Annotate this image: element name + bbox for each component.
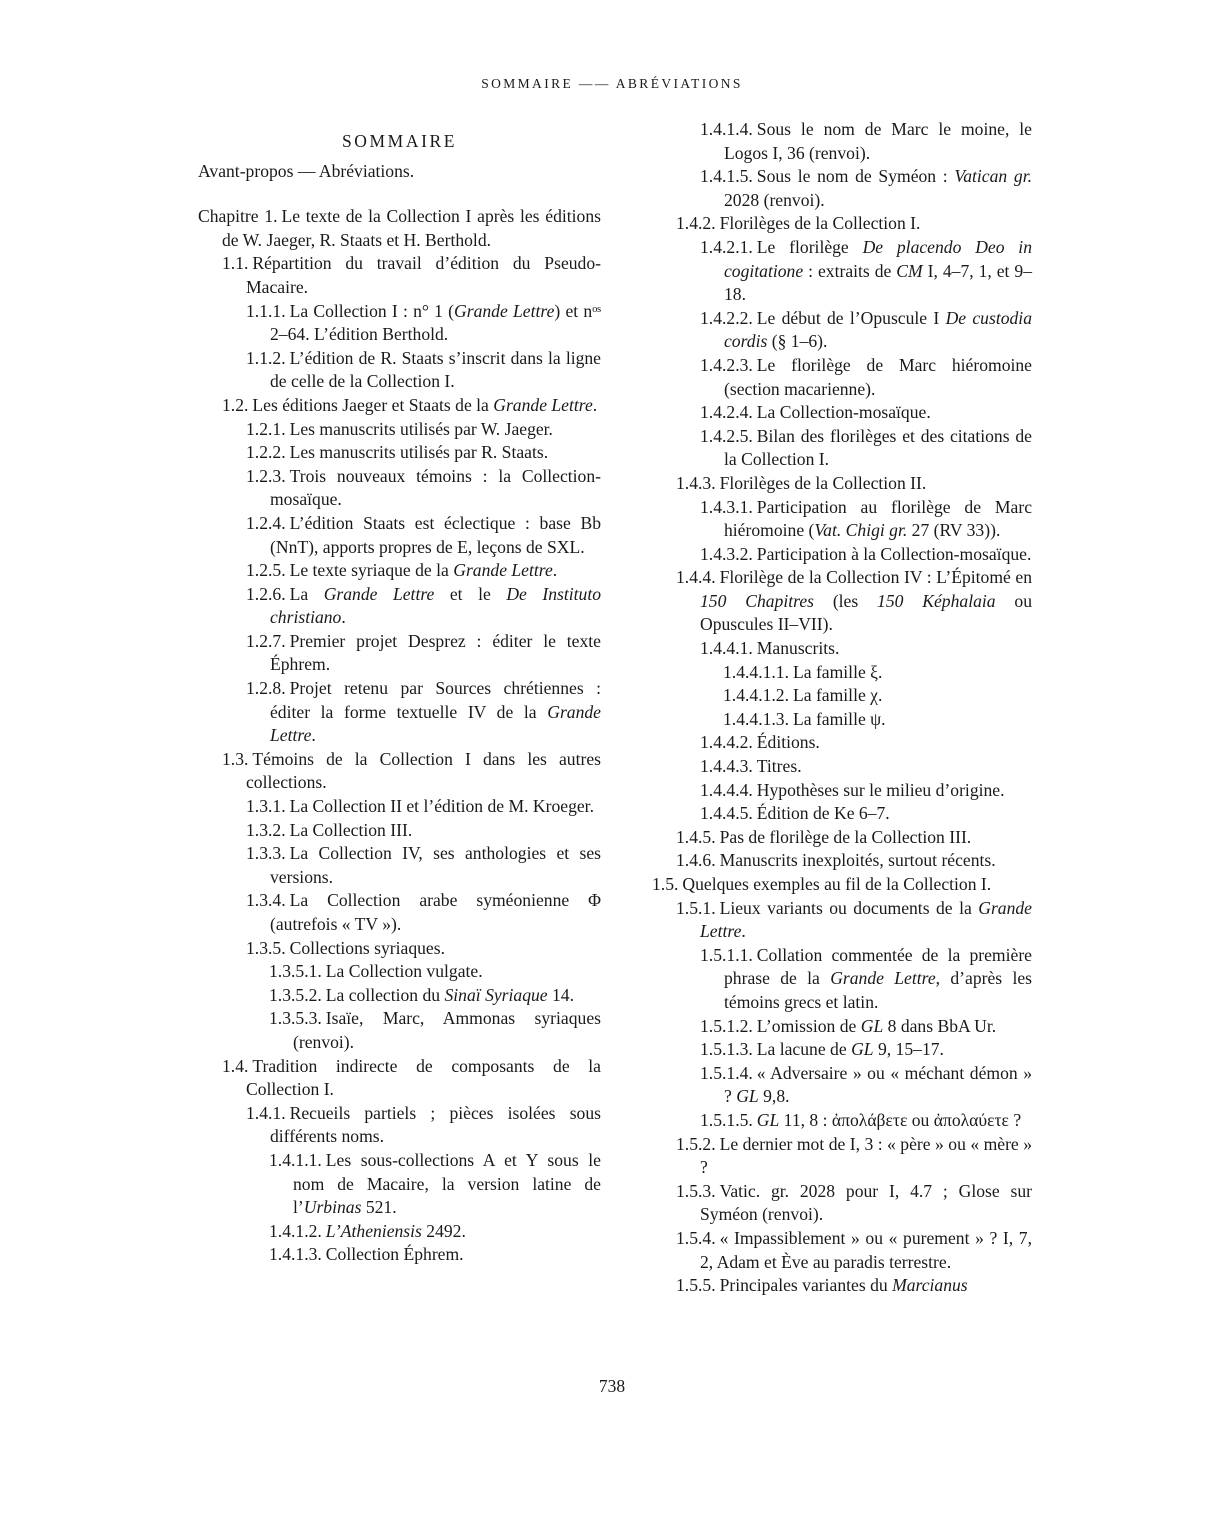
toc-entry-text: Pas de florilège de la Collection III. — [719, 826, 972, 847]
toc-entry-text: Tradition indirecte de composants de la Collection I. — [246, 1055, 601, 1100]
toc-entry-number: 1.2.5. — [246, 560, 286, 581]
toc-entry-number: 1.5.5. — [676, 1275, 716, 1296]
toc-entry-number: 1.4.3.1. — [700, 496, 753, 517]
toc-entry — [198, 819, 601, 843]
toc-entry — [652, 802, 1032, 826]
toc-entry-text: L’édition de R. Staats s’inscrit dans la ligne de celle de la Collection I. — [270, 347, 601, 392]
toc-entry — [652, 944, 1032, 1015]
toc-entry-text: La Collection vulgate. — [325, 961, 483, 982]
toc-entry — [652, 873, 1032, 897]
toc-entry-text: 14. — [547, 984, 574, 1005]
toc-entry-text: 8 dans BbA Ur. — [883, 1015, 997, 1036]
toc-entry-text: Sous le nom de Syméon : — [756, 166, 955, 187]
toc-entry — [652, 566, 1032, 637]
toc-entry-text: Le texte de la Collection I après les éditions de W. Jaeger, R. Staats et H. Berthold. — [222, 206, 601, 250]
toc-entry — [198, 842, 601, 889]
toc-entry-text: La Collection I : n° 1 ( — [289, 300, 455, 321]
toc-entry — [198, 418, 601, 442]
toc-entry-number: 1.4.1. — [246, 1102, 286, 1123]
toc-entry — [198, 630, 601, 677]
toc-entry-text: La Collection-mosaïque. — [756, 402, 931, 423]
toc-entry-text: La famille χ. — [792, 685, 883, 706]
toc-entry-number: 1.3.2. — [246, 819, 286, 840]
toc-entry-italic: Marcianus — [892, 1275, 968, 1296]
toc-entry-number: 1.5. — [652, 874, 679, 894]
toc-entry — [198, 559, 601, 583]
toc-entry — [198, 984, 601, 1008]
toc-entry-italic: GL — [736, 1086, 759, 1107]
toc-entry-text: Collection Éphrem. — [325, 1244, 464, 1265]
toc-entry-text: Le dernier mot de I, 3 : « père » ou « mère » ? — [700, 1133, 1032, 1178]
toc-entry — [198, 252, 601, 299]
toc-entry-number: 1.4.2.2. — [700, 307, 753, 328]
toc-entry-text: Le florilège de Marc hiéromoine (section macarienne). — [724, 354, 1032, 399]
toc-entry-number: 1.4.4. — [676, 567, 716, 588]
toc-entry — [652, 472, 1032, 496]
toc-entry-text: Recueils partiels ; pièces isolées sous différents noms. — [270, 1102, 601, 1147]
toc-entry-text: . — [552, 560, 558, 581]
toc-entry-text: La Collection III. — [289, 819, 413, 840]
toc-list-right — [652, 118, 1032, 1298]
toc-entry-text: . — [741, 921, 746, 942]
toc-entry-text: L’omission de — [756, 1015, 861, 1036]
toc-entry — [652, 236, 1032, 307]
toc-entry-number: 1.3.5.3. — [269, 1008, 322, 1029]
toc-entry-text: Le début de l’Opuscule I — [756, 307, 946, 328]
toc-column-left — [198, 118, 601, 1267]
toc-entry-text: Quelques exemples au fil de la Collection I. — [682, 874, 992, 894]
toc-entry — [198, 512, 601, 559]
toc-entry — [198, 1149, 601, 1220]
toc-entry-text: ) et nᵒˢ 2–64. L’édition Berthold. — [270, 300, 601, 345]
toc-entry-text: Les manuscrits utilisés par R. Staats. — [289, 442, 549, 463]
toc-entry-number: 1.4.1.1. — [269, 1149, 322, 1170]
toc-entry-text: Manuscrits. — [756, 638, 840, 659]
toc-entry-italic: GL — [851, 1039, 874, 1060]
toc-entry — [652, 637, 1032, 661]
toc-entry — [652, 1015, 1032, 1039]
toc-entry-text: Hypothèses sur le milieu d’origine. — [756, 779, 1005, 800]
toc-entry-text: Sous le nom de Marc le moine, le Logos I, 36 (renvoi). — [724, 119, 1032, 163]
toc-entry-number: 1.4.4.1. — [700, 638, 753, 659]
toc-entry — [652, 118, 1032, 165]
toc-entry-text: Lieux variants ou documents de la — [719, 897, 979, 918]
toc-entry-text: Répartition du travail d’édition du Pseudo-Macaire. — [246, 253, 601, 297]
toc-entry — [652, 212, 1032, 236]
toc-entry — [652, 1274, 1032, 1298]
toc-entry-number: 1.4.4.2. — [700, 732, 753, 753]
toc-entry-text: et le — [434, 583, 507, 604]
toc-entry — [198, 937, 601, 961]
toc-entry-number: 1.1. — [222, 253, 249, 274]
toc-entry-number: 1.3.1. — [246, 796, 286, 817]
toc-entry-number: 1.2.3. — [246, 465, 286, 486]
toc-entry-number: 1.4.1.4. — [700, 119, 753, 139]
toc-entry-text: Le florilège — [756, 236, 863, 257]
toc-entry-number: 1.2.2. — [246, 442, 286, 463]
toc-entry — [198, 1007, 601, 1054]
toc-entry-text: La famille ψ. — [792, 708, 886, 729]
toc-entry-number: 1.4.5. — [676, 826, 716, 847]
toc-entry — [198, 795, 601, 819]
toc-entry — [652, 826, 1032, 850]
toc-entry — [652, 708, 1032, 732]
toc-entry-italic: De custodia cordis — [724, 307, 1032, 352]
toc-entry-text: La lacune de — [756, 1039, 852, 1060]
toc-entry-text: La collection du — [325, 984, 445, 1005]
toc-entry-number: 1.3.5.1. — [269, 961, 322, 982]
toc-entry-italic: Grande Lettre — [453, 560, 553, 581]
toc-entry-number: 1.3.5. — [246, 937, 286, 958]
toc-entry-number: 1.4.3. — [676, 472, 716, 493]
toc-entry-text: Manuscrits inexploités, surtout récents. — [719, 850, 996, 871]
toc-entry-text: . — [341, 607, 346, 628]
toc-entry-italic: Grande Lettre — [454, 300, 555, 321]
toc-entry-text: . — [311, 725, 316, 746]
toc-entry-text: Éditions. — [756, 732, 820, 753]
toc-column-right — [652, 118, 1032, 1298]
toc-entry-italic: L’Atheniensis — [325, 1220, 422, 1241]
toc-entry — [198, 1102, 601, 1149]
toc-entry-text: Témoins de la Collection I dans les autres collections. — [246, 748, 601, 793]
toc-entry-italic: CM — [896, 260, 923, 281]
sommaire-title: SOMMAIRE — [341, 131, 458, 151]
toc-entry — [652, 354, 1032, 401]
toc-entry-text: 2028 (renvoi). — [724, 189, 825, 210]
toc-entry-number: 1.4.1.2. — [269, 1220, 322, 1241]
toc-entry — [198, 748, 601, 795]
toc-entry — [652, 684, 1032, 708]
toc-entry-number: 1.3.4. — [246, 890, 286, 911]
toc-entry-text: Florilèges de la Collection I. — [719, 213, 921, 234]
toc-entry-number: 1.4.4.3. — [700, 756, 753, 777]
toc-entry-text: 521. — [361, 1197, 397, 1218]
toc-entry — [652, 1133, 1032, 1180]
toc-entry-italic: Urbinas — [303, 1197, 362, 1218]
toc-entry-number: 1.4.2. — [676, 213, 716, 234]
toc-entry — [198, 1243, 601, 1267]
toc-entry-text: Le texte syriaque de la — [289, 560, 454, 581]
toc-entry-italic: Vatican gr. — [954, 166, 1032, 187]
toc-entry — [652, 401, 1032, 425]
toc-entry-number: 1.4.1.3. — [269, 1244, 322, 1265]
toc-entry-number: 1.1.1. — [246, 300, 286, 321]
toc-entry-italic: Vat. Chigi gr. — [814, 520, 908, 541]
toc-entry — [652, 496, 1032, 543]
toc-entry-text: Collation commentée de la première phrase de la — [724, 944, 1032, 989]
toc-entry-number: 1.4.2.5. — [700, 425, 753, 446]
toc-entry-text: Les sous-collections A et Y sous le nom de Macaire, la version latine de l’ — [293, 1149, 601, 1218]
toc-entry-number: 1.5.1.2. — [700, 1015, 753, 1036]
toc-entry — [652, 1180, 1032, 1227]
toc-entry-text: Titres. — [756, 756, 802, 777]
toc-entry-text: Participation au florilège de Marc hiéromoine ( — [724, 496, 1032, 541]
toc-entry — [198, 889, 601, 936]
toc-entry-number: 1.3.5.2. — [269, 984, 322, 1005]
toc-entry-number: Chapitre 1. — [198, 206, 278, 227]
toc-entry-text: La — [289, 583, 324, 604]
toc-entry-text: La Collection IV, ses anthologies et ses versions. — [270, 843, 601, 887]
toc-entry-italic: De placendo Deo in cogitatione — [724, 236, 1032, 281]
toc-entry-text: Projet retenu par Sources chrétiennes : éditer la forme textuelle IV de la — [270, 678, 601, 722]
toc-entry — [198, 960, 601, 984]
toc-entry — [652, 661, 1032, 685]
toc-entry-number: 1.4.2.1. — [700, 236, 753, 257]
toc-entry — [198, 300, 601, 347]
toc-entry-text: ou Opuscules II–VII). — [700, 590, 1033, 635]
toc-entry-number: 1.4.4.1.2. — [723, 685, 789, 706]
toc-entry-text: Florilège de la Collection IV : L’Épitomé en — [719, 567, 1032, 588]
toc-entry — [652, 307, 1032, 354]
toc-entry-number: 1.2.6. — [246, 583, 286, 604]
toc-entry — [198, 1055, 601, 1102]
toc-entry-italic: Grande Lettre — [323, 583, 435, 604]
toc-entry-text: Édition de Ke 6–7. — [756, 803, 890, 824]
toc-entry-text: La Collection II et l’édition de M. Kroeger. — [289, 796, 594, 817]
toc-entry — [198, 583, 601, 630]
toc-entry-text: 27 (RV 33)). — [907, 520, 1001, 541]
toc-entry-text: Les éditions Jaeger et Staats de la — [252, 394, 494, 415]
toc-entry-text: Florilèges de la Collection II. — [719, 472, 927, 493]
toc-entry-text: 2492. — [421, 1220, 466, 1241]
toc-entry-italic: Sinaï Syriaque — [444, 984, 548, 1005]
toc-entry-italic: GL — [860, 1015, 884, 1036]
toc-entry-number: 1.5.1.1. — [700, 944, 753, 965]
toc-entry-text: (§ 1–6). — [767, 331, 828, 352]
toc-entry-text: Principales variantes du — [719, 1275, 893, 1296]
toc-entry-text: La famille ξ. — [792, 661, 883, 682]
toc-entry — [652, 1109, 1032, 1133]
toc-list-left — [198, 205, 601, 1267]
toc-entry-number: 1.2.8. — [246, 678, 286, 699]
toc-entry-text: Les manuscrits utilisés par W. Jaeger. — [289, 418, 553, 439]
toc-entry-number: 1.4.6. — [676, 850, 716, 871]
toc-entry-number: 1.4.4.1.1. — [723, 661, 789, 682]
toc-entry-text: Premier projet Desprez : éditer le texte Éphrem. — [270, 630, 601, 675]
toc-entry — [652, 1038, 1032, 1062]
toc-entry-text: Participation à la Collection-mosaïque. — [756, 543, 1032, 564]
toc-entry — [652, 425, 1032, 472]
toc-entry-text: Trois nouveaux témoins : la Collection-mosaïque. — [270, 465, 601, 510]
toc-entry-text: « Adversaire » ou « méchant démon » ? — [724, 1062, 1032, 1107]
toc-entry — [198, 347, 601, 394]
toc-entry-text: I, 4–7, 1, et 9–18. — [724, 260, 1033, 305]
running-head: SOMMAIRE —— ABRÉVIATIONS — [481, 76, 743, 91]
toc-entry-number: 1.5.1.5. — [700, 1109, 753, 1130]
toc-entry — [652, 779, 1032, 803]
toc-entry-text: : extraits de — [803, 260, 897, 281]
toc-entry-number: 1.4.4.5. — [700, 803, 753, 824]
toc-entry — [198, 677, 601, 748]
toc-entry — [652, 1227, 1032, 1274]
toc-entry — [652, 165, 1032, 212]
toc-entry-text: 11, 8 : ἀπολάβετε ou ἀπολαύετε ? — [779, 1109, 1022, 1130]
toc-entry-text: « Impassiblement » ou « purement » ? I, 7, 2, Adam et Ève au paradis terrestre. — [700, 1227, 1032, 1272]
front-matter-entry: Avant-propos — Abréviations. — [198, 160, 415, 181]
toc-entry-italic: Grande Lettre — [830, 968, 936, 989]
toc-entry — [198, 441, 601, 465]
toc-entry-italic: GL — [756, 1109, 780, 1130]
page-number: 738 — [598, 1376, 626, 1396]
toc-entry-text: (les — [813, 590, 878, 611]
toc-entry-text: . — [592, 394, 598, 415]
toc-entry-number: 1.2.7. — [246, 630, 286, 651]
toc-entry-number: 1.2.1. — [246, 418, 286, 439]
toc-entry-text: 9,8. — [758, 1086, 790, 1107]
toc-entry-number: 1.3. — [222, 748, 249, 769]
toc-entry — [652, 755, 1032, 779]
toc-entry-text: La Collection arabe syméonienne Φ (autrefois « TV »). — [270, 890, 601, 934]
toc-entry-number: 1.4.3.2. — [700, 543, 753, 564]
toc-entry-italic: De Instituto christiano — [270, 583, 601, 628]
toc-entry-number: 1.4.4.1.3. — [723, 708, 789, 729]
toc-entry — [652, 731, 1032, 755]
toc-entry-text: Vatic. gr. 2028 pour I, 4.7 ; Glose sur Syméon (renvoi). — [700, 1180, 1032, 1225]
toc-entry-text: Bilan des florilèges et des citations de la Collection I. — [724, 425, 1032, 470]
toc-entry-text: 9, 15–17. — [873, 1039, 944, 1060]
toc-entry — [198, 1220, 601, 1244]
toc-entry-text: Isaïe, Marc, Ammonas syriaques (renvoi). — [293, 1008, 601, 1052]
toc-entry-number: 1.4. — [222, 1055, 249, 1076]
toc-entry — [652, 897, 1032, 944]
toc-entry-number: 1.5.4. — [676, 1227, 716, 1248]
toc-entry-italic: Grande Lettre — [270, 701, 601, 746]
toc-entry — [652, 1062, 1032, 1109]
toc-entry-number: 1.2. — [222, 394, 249, 415]
toc-entry-italic: Grande Lettre — [493, 394, 593, 415]
toc-entry-italic: 150 Chapitres — [700, 590, 814, 611]
toc-entry-number: 1.4.1.5. — [700, 166, 753, 187]
toc-entry-number: 1.4.4.4. — [700, 779, 753, 800]
toc-entry — [198, 394, 601, 418]
toc-entry — [198, 465, 601, 512]
toc-entry — [652, 849, 1032, 873]
toc-entry-number: 1.1.2. — [246, 347, 286, 368]
toc-entry-italic: Grande Lettre — [700, 897, 1032, 942]
toc-entry — [198, 205, 601, 252]
toc-entry-number: 1.4.2.4. — [700, 402, 753, 423]
toc-entry-number: 1.5.2. — [676, 1133, 716, 1154]
toc-entry-number: 1.2.4. — [246, 512, 286, 533]
toc-entry-number: 1.5.1.3. — [700, 1039, 753, 1060]
toc-entry-italic: 150 Képhalaia — [877, 590, 996, 611]
toc-entry-text: L’édition Staats est éclectique : base Bb (NnT), apports propres de E, leçons de SXL. — [270, 512, 601, 557]
toc-entry-number: 1.5.1. — [676, 897, 716, 918]
toc-entry — [652, 543, 1032, 567]
toc-entry-number: 1.3.3. — [246, 843, 286, 864]
toc-entry-text: Collections syriaques. — [289, 937, 445, 958]
toc-entry-text: , d’après les témoins grecs et latin. — [724, 968, 1032, 1012]
toc-entry-number: 1.5.3. — [676, 1180, 716, 1201]
toc-entry-number: 1.4.2.3. — [700, 354, 753, 375]
toc-entry-number: 1.5.1.4. — [700, 1062, 753, 1083]
